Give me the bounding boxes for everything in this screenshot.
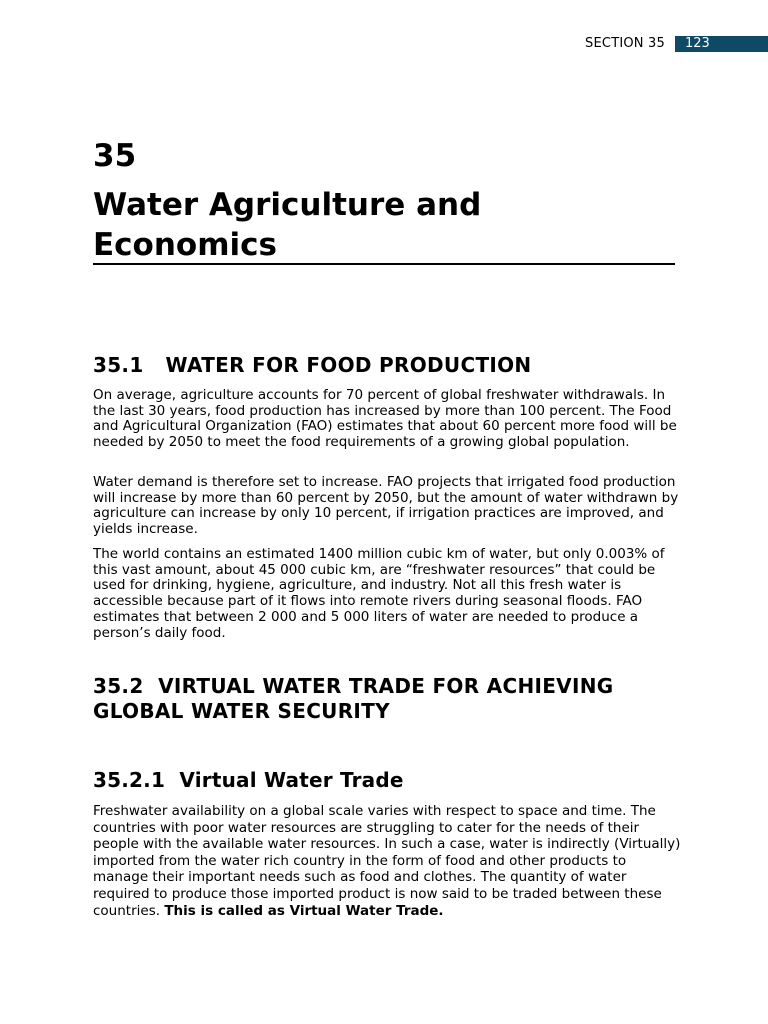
paragraph-text: Freshwater availability on a global scale varies with respect to space and time. The countries with poor water resources are struggling to cater for the needs of their people with the available water resources. In such a case, water is indirectly (Virtually) imported from the water rich country in the form of food and other products to manage their important needs such as food and clothes. The quantity of water required to produce those imported product is now said to be traded between these countries. [93, 803, 681, 919]
chapter-title: Water Agriculture and Economics [93, 187, 482, 263]
section-title: WATER FOR FOOD PRODUCTION [165, 353, 532, 377]
section-number: 35.2 [93, 674, 144, 698]
paragraph: Water demand is therefore set to increase. FAO projects that irrigated food production will increase by more than 60 percent by 2050, but the amount of water withdrawn by agriculture can increase by only 10 percent, if irrigation practices are improved, and yields increase. [93, 474, 679, 538]
section-number: 35.1 [93, 353, 144, 377]
title-divider [93, 263, 675, 265]
running-header [0, 36, 768, 52]
section-title: VIRTUAL WATER TRADE FOR ACHIEVING GLOBAL WATER SECURITY [93, 674, 614, 723]
paragraph [93, 803, 683, 919]
paragraph-emphasis: This is called as Virtual Water Trade. [164, 902, 444, 919]
paragraph: The world contains an estimated 1400 million cubic km of water, but only 0.003% of this vast amount, about 45 000 cubic km, are “freshwater resources” that could be used for drinking, hygiene, agriculture, and industry. Not all this fresh water is accessible because part of it flows into remote rivers during seasonal floods. FAO estimates that between 2 000 and 5 000 liters of water are needed to produce a person’s daily food. [93, 546, 665, 641]
section-label: SECTION 35 [585, 36, 665, 51]
section-heading-35-1 [93, 352, 675, 378]
subsection-number: 35.2.1 [93, 768, 166, 792]
subsection-title: Virtual Water Trade [179, 768, 404, 792]
page-number: 123 [675, 36, 768, 52]
subsection-heading-35-2-1 [93, 767, 675, 793]
section-heading-35-2 [93, 674, 675, 724]
chapter-number: 35 [93, 138, 137, 174]
paragraph: On average, agriculture accounts for 70 percent of global freshwater withdrawals. In the last 30 years, food production has increased by more than 100 percent. The Food and Agricultural Organization (FAO) estimates that about 60 percent more food will be needed by 2050 to meet the food requirements of a growing global population. [93, 387, 677, 451]
